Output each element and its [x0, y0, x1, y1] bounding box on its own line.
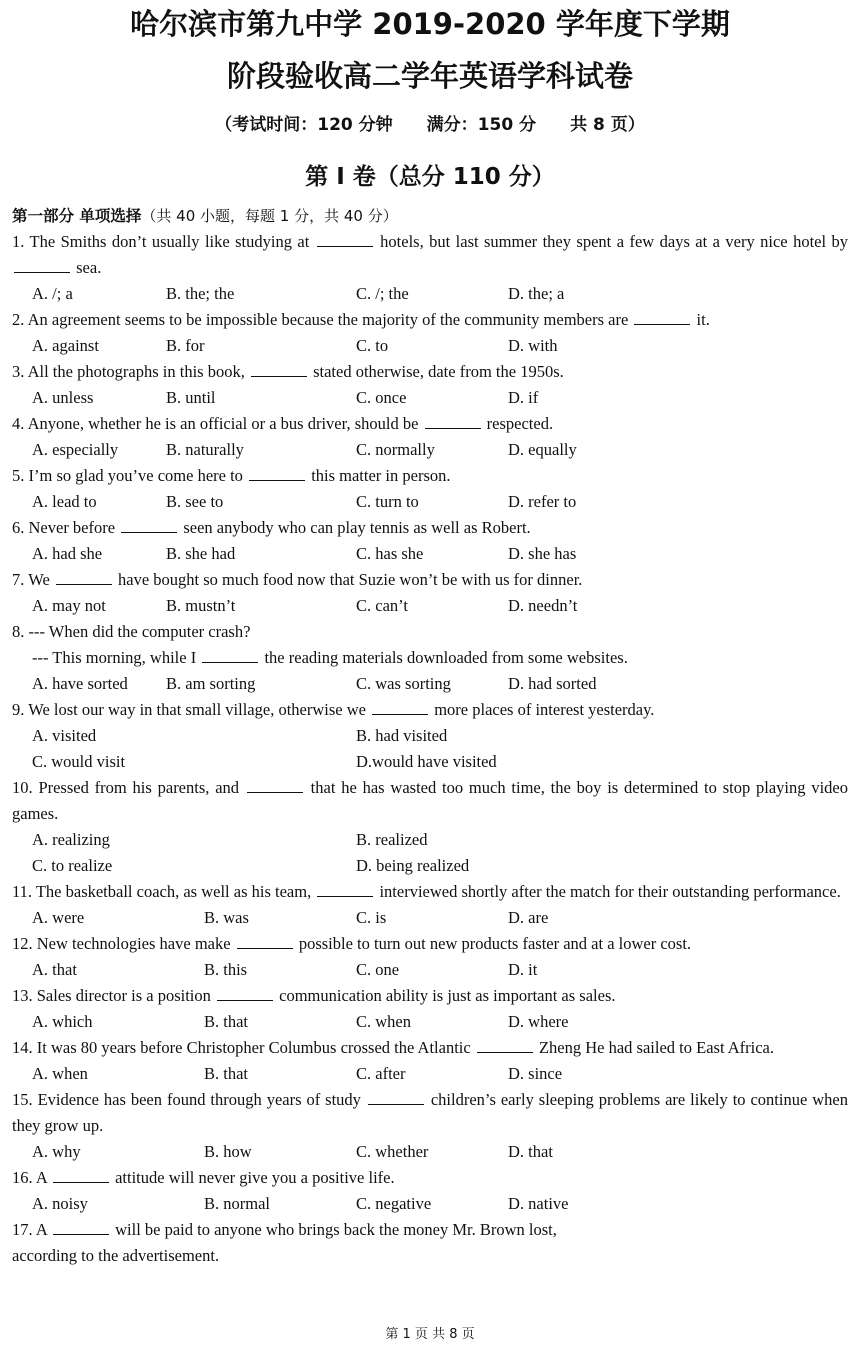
- question-stem: [12, 1217, 848, 1243]
- stem-text: 15. Evidence has been found through years of study: [12, 1090, 366, 1109]
- answer-blank: [425, 413, 481, 429]
- section-note: （共 40 小题，每题 1 分，共 40 分）: [141, 207, 398, 225]
- stem-text: have bought so much food now that Suzie won’t be with us for dinner.: [113, 570, 583, 589]
- option: A. especially: [32, 440, 119, 459]
- question-stem: [12, 567, 848, 593]
- question-stem: [12, 411, 848, 437]
- stem-text: this matter in person.: [307, 466, 451, 485]
- option: B. that: [204, 1064, 248, 1083]
- option: B. mustn’t: [166, 596, 236, 615]
- option: D. the; a: [508, 284, 565, 303]
- answer-blank: [217, 985, 273, 1001]
- option: B. was: [204, 908, 249, 927]
- stem-text: stated otherwise, date from the 1950s.: [308, 362, 564, 381]
- question-stem: [12, 879, 848, 905]
- answer-blank: [202, 647, 258, 663]
- option: C. whether: [356, 1142, 429, 1161]
- stem-text: 16. A: [12, 1168, 51, 1187]
- options-row: [12, 437, 848, 463]
- answer-blank: [477, 1037, 533, 1053]
- option: A. which: [32, 1012, 93, 1031]
- stem-text: 6. Never before: [12, 518, 120, 537]
- options-row: [12, 723, 848, 749]
- option: A. have sorted: [32, 674, 128, 693]
- answer-blank: [53, 1219, 109, 1235]
- stem-text: seen anybody who can play tennis as well as Robert.: [179, 518, 531, 537]
- option: A. that: [32, 960, 77, 979]
- full-score: 满分：150 分: [426, 115, 537, 135]
- stem-text: 7. We: [12, 570, 54, 589]
- option: B. am sorting: [166, 674, 256, 693]
- options-row: [12, 281, 848, 307]
- option: B. until: [166, 388, 216, 407]
- option: A. were: [32, 908, 85, 927]
- question-item: [12, 567, 848, 619]
- stem-text: 2. An agreement seems to be impossible because the majority of the community members are: [12, 310, 633, 329]
- options-row: [12, 593, 848, 619]
- option: A. noisy: [32, 1194, 88, 1213]
- option: B. for: [166, 336, 205, 355]
- question-stem: [12, 1165, 848, 1191]
- question-stem: [12, 1087, 848, 1139]
- answer-blank: [634, 309, 690, 325]
- question-stem: [12, 229, 848, 281]
- option: B. she had: [166, 544, 236, 563]
- question-stem: [12, 1243, 848, 1269]
- answer-blank: [317, 881, 373, 897]
- option: B. normal: [204, 1194, 270, 1213]
- option: B. had visited: [356, 726, 448, 745]
- option: D. native: [508, 1194, 569, 1213]
- question-stem: [12, 931, 848, 957]
- answer-blank: [56, 569, 112, 585]
- option: A. lead to: [32, 492, 97, 511]
- stem-text: attitude will never give you a positive life.: [110, 1168, 395, 1187]
- option: C. after: [356, 1064, 406, 1083]
- option: D. that: [508, 1142, 553, 1161]
- option: B. the; the: [166, 284, 235, 303]
- question-item: [12, 697, 848, 775]
- question-list: [12, 203, 848, 1269]
- stem-text: 10. Pressed from his parents, and: [12, 778, 245, 797]
- option: D. refer to: [508, 492, 577, 511]
- option: C. once: [356, 388, 407, 407]
- option: A. realizing: [32, 830, 110, 849]
- answer-blank: [121, 517, 177, 533]
- stem-text: according to the advertisement.: [12, 1246, 220, 1265]
- options-row: [12, 827, 848, 853]
- question-item: [12, 879, 848, 931]
- stem-text: the reading materials downloaded from some websites.: [260, 648, 628, 667]
- option: A. against: [32, 336, 99, 355]
- option: C. /; the: [356, 284, 409, 303]
- option: A. had she: [32, 544, 103, 563]
- stem-text: more places of interest yesterday.: [430, 700, 655, 719]
- question-item: [12, 359, 848, 411]
- option: A. unless: [32, 388, 94, 407]
- option: D.would have visited: [356, 752, 497, 771]
- question-stem: [12, 775, 848, 827]
- section-header: [12, 203, 848, 229]
- question-item: [12, 983, 848, 1035]
- option: C. is: [356, 908, 387, 927]
- option: A. /; a: [32, 284, 73, 303]
- answer-blank: [251, 361, 307, 377]
- options-row: [12, 853, 848, 879]
- stem-text: 13. Sales director is a position: [12, 986, 216, 1005]
- stem-text: 8. --- When did the computer crash?: [12, 622, 251, 641]
- exam-info: [0, 112, 860, 138]
- option: C. can’t: [356, 596, 408, 615]
- exam-title-line2: 阶段验收高二学年英语学科试卷: [226, 59, 633, 93]
- stem-text: 3. All the photographs in this book,: [12, 362, 249, 381]
- option: C. would visit: [32, 752, 126, 771]
- option: C. negative: [356, 1194, 432, 1213]
- options-row: [12, 489, 848, 515]
- option: A. when: [32, 1064, 88, 1083]
- exam-time: （考试时间：120 分钟: [215, 115, 393, 135]
- option: D. are: [508, 908, 549, 927]
- options-row: [12, 541, 848, 567]
- option: C. was sorting: [356, 674, 451, 693]
- stem-text: 4. Anyone, whether he is an official or a bus driver, should be: [12, 414, 423, 433]
- stem-text: possible to turn out new products faster and at a lower cost.: [294, 934, 692, 953]
- options-row: [12, 385, 848, 411]
- options-row: [12, 1191, 848, 1217]
- question-item: [12, 1165, 848, 1217]
- option: C. to realize: [32, 856, 113, 875]
- option: D. being realized: [356, 856, 470, 875]
- stem-text: Zheng He had sailed to East Africa.: [534, 1038, 774, 1057]
- stem-text: 14. It was 80 years before Christopher Columbus crossed the Atlantic: [12, 1038, 475, 1057]
- options-row: [12, 671, 848, 697]
- section-title: 第一部分 单项选择: [12, 207, 142, 225]
- answer-blank: [247, 777, 303, 793]
- question-item: [12, 229, 848, 307]
- stem-text: children’s early sleeping problems are likely to continue when they grow up.: [12, 1090, 848, 1135]
- option: D. had sorted: [508, 674, 597, 693]
- option: C. has she: [356, 544, 424, 563]
- question-item: [12, 1035, 848, 1087]
- answer-blank: [317, 231, 373, 247]
- stem-text: it.: [692, 310, 710, 329]
- answer-blank: [53, 1167, 109, 1183]
- stem-text: 1. The Smiths don’t usually like studying at: [12, 232, 315, 251]
- options-row: [12, 333, 848, 359]
- stem-text: 9. We lost our way in that small village, otherwise we: [12, 700, 371, 719]
- answer-blank: [14, 257, 70, 273]
- question-stem: [12, 515, 848, 541]
- options-row: [12, 749, 848, 775]
- option: D. needn’t: [508, 596, 578, 615]
- options-row: [12, 1139, 848, 1165]
- question-stem: [12, 983, 848, 1009]
- question-item: [12, 515, 848, 567]
- option: C. one: [356, 960, 400, 979]
- question-stem: [12, 307, 848, 333]
- question-item: [12, 1087, 848, 1165]
- question-item: [12, 931, 848, 983]
- option: B. realized: [356, 830, 428, 849]
- total-pages: 共 8 页）: [570, 115, 645, 135]
- option: D. where: [508, 1012, 569, 1031]
- answer-blank: [237, 933, 293, 949]
- stem-text: sea.: [72, 258, 102, 277]
- option: C. turn to: [356, 492, 419, 511]
- question-stem: [12, 645, 848, 671]
- answer-blank: [372, 699, 428, 715]
- exam-title-line1: 哈尔滨市第九中学 2019-2020 学年度下学期: [130, 7, 730, 41]
- option: C. to: [356, 336, 389, 355]
- option: B. see to: [166, 492, 224, 511]
- question-stem: [12, 463, 848, 489]
- options-row: [12, 957, 848, 983]
- answer-blank: [368, 1089, 424, 1105]
- option: A. why: [32, 1142, 81, 1161]
- option: C. when: [356, 1012, 411, 1031]
- question-item: [12, 307, 848, 359]
- stem-text: will be paid to anyone who brings back the money Mr. Brown lost,: [110, 1220, 557, 1239]
- stem-text: 17. A: [12, 1220, 51, 1239]
- options-row: [12, 905, 848, 931]
- stem-text: 11. The basketball coach, as well as his team,: [12, 882, 316, 901]
- question-stem: [12, 697, 848, 723]
- option: D. if: [508, 388, 539, 407]
- option: D. with: [508, 336, 558, 355]
- question-item: [12, 775, 848, 879]
- option: A. visited: [32, 726, 97, 745]
- question-item: [12, 463, 848, 515]
- question-item: [12, 619, 848, 697]
- option: D. since: [508, 1064, 563, 1083]
- stem-text: 5. I’m so glad you’ve come here to: [12, 466, 248, 485]
- options-row: [12, 1061, 848, 1087]
- stem-text: respected.: [482, 414, 554, 433]
- question-stem: [12, 619, 848, 645]
- volume-title: 第 I 卷（总分 110 分）: [305, 164, 555, 190]
- option: B. naturally: [166, 440, 244, 459]
- page-footer: 第 1 页 共 8 页: [385, 1327, 475, 1342]
- question-item: [12, 411, 848, 463]
- option: B. that: [204, 1012, 248, 1031]
- option: B. how: [204, 1142, 252, 1161]
- stem-text: hotels, but last summer they spent a few days at a very nice hotel by: [374, 232, 848, 251]
- question-stem: [12, 359, 848, 385]
- stem-text: interviewed shortly after the match for their outstanding performance.: [375, 882, 841, 901]
- option: D. it: [508, 960, 538, 979]
- options-row: [12, 1009, 848, 1035]
- option: C. normally: [356, 440, 435, 459]
- answer-blank: [249, 465, 305, 481]
- option: B. this: [204, 960, 248, 979]
- stem-text: --- This morning, while I: [32, 648, 201, 667]
- option: A. may not: [32, 596, 106, 615]
- option: D. equally: [508, 440, 577, 459]
- stem-text: that he has wasted too much time, the boy is determined to stop playing video games.: [12, 778, 848, 823]
- question-item: [12, 1217, 848, 1269]
- stem-text: communication ability is just as important as sales.: [275, 986, 616, 1005]
- option: D. she has: [508, 544, 577, 563]
- question-stem: [12, 1035, 848, 1061]
- stem-text: 12. New technologies have make: [12, 934, 235, 953]
